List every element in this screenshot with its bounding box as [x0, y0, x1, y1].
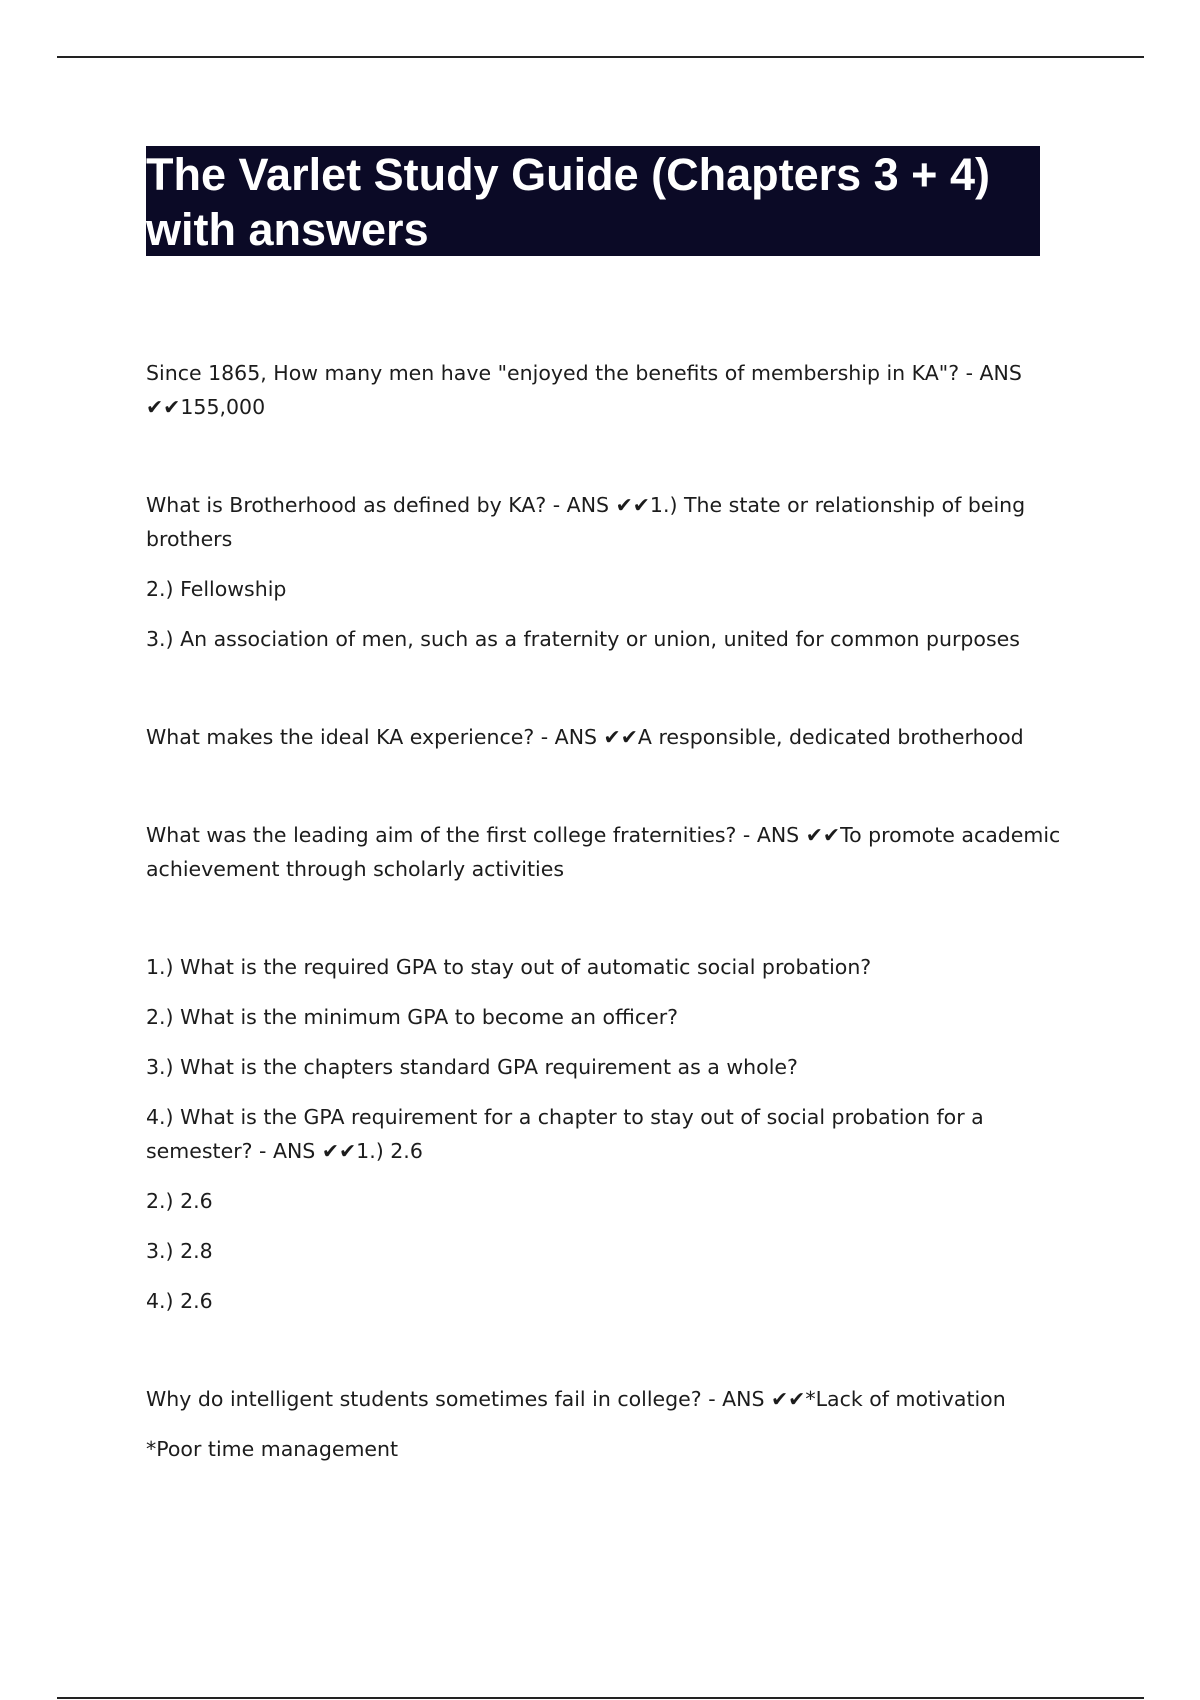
qa-3-line-1: What makes the ideal KA experience? - ANS ✔✔A responsible, dedicated brotherhood: [146, 725, 1024, 749]
qa-5-line-7: 4.) 2.6: [146, 1289, 213, 1313]
qa-5-line-1: 1.) What is the required GPA to stay out of automatic social probation?: [146, 955, 872, 979]
qa-5-line-2: 2.) What is the minimum GPA to become an officer?: [146, 1005, 679, 1029]
qa-5-line-3: 3.) What is the chapters standard GPA requirement as a whole?: [146, 1055, 798, 1079]
qa-content: [146, 356, 1086, 1466]
document-title: The Varlet Study Guide (Chapters 3 + 4) with answers: [146, 146, 1040, 256]
qa-2-line-2: 2.) Fellowship: [146, 577, 287, 601]
qa-1-line-1: Since 1865, How many men have "enjoyed the benefits of membership in KA"? - ANS ✔✔155,000: [146, 361, 1022, 419]
bottom-rule: [57, 1697, 1144, 1699]
qa-5-line-5: 2.) 2.6: [146, 1189, 213, 1213]
qa-4-line-1: What was the leading aim of the first college fraternities? - ANS ✔✔To promote academic achievement through scholarly activities: [146, 823, 1061, 881]
qa-2-line-3: 3.) An association of men, such as a fraternity or union, united for common purposes: [146, 627, 1020, 651]
qa-5-line-6: 3.) 2.8: [146, 1239, 213, 1263]
qa-2-line-1: What is Brotherhood as defined by KA? - ANS ✔✔1.) The state or relationship of being brothers: [146, 493, 1026, 551]
qa-6-line-1: Why do intelligent students sometimes fail in college? - ANS ✔✔*Lack of motivation: [146, 1387, 1006, 1411]
qa-6-line-2: *Poor time management: [146, 1437, 399, 1461]
qa-5-line-4: 4.) What is the GPA requirement for a chapter to stay out of social probation for a semester? - ANS ✔✔1.) 2.6: [146, 1105, 984, 1163]
top-rule: [57, 56, 1144, 58]
